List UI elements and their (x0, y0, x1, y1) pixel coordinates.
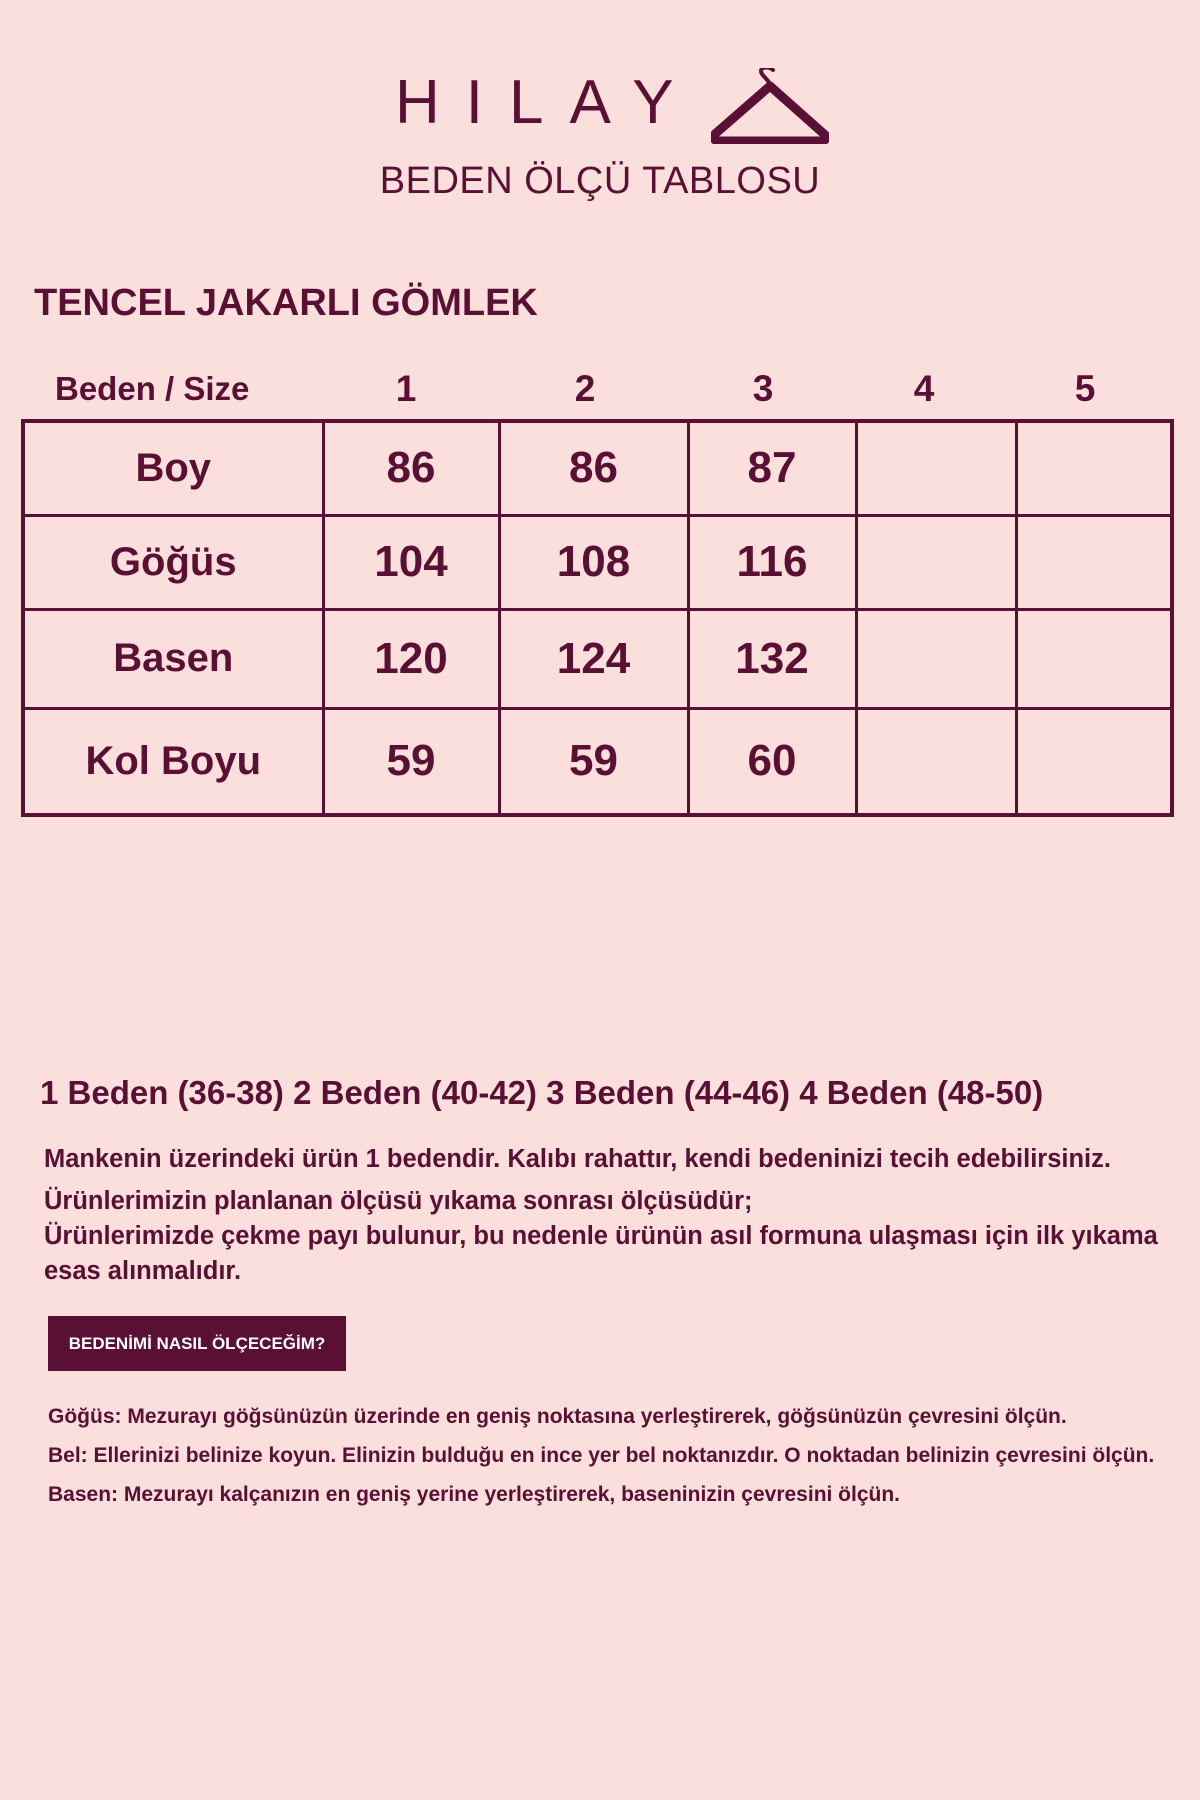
size-header-5: 5 (1074, 368, 1096, 409)
table-cell: 124 (499, 609, 688, 708)
table-cell (1016, 421, 1172, 515)
table-cell (1016, 708, 1172, 815)
how-to-measure-button[interactable]: BEDENİMİ NASIL ÖLÇECEĞİM? (48, 1316, 346, 1371)
table-cell (1016, 515, 1172, 609)
table-cell: 108 (499, 515, 688, 609)
table-cell (856, 609, 1016, 708)
note-shrinkage: Ürünlerimizde çekme payı bulunur, bu nedenle ürünün asıl formuna ulaşması için ilk yıkama esas alınmalıdır. (44, 1222, 1158, 1285)
table-cell: 86 (499, 421, 688, 515)
table-cell: 59 (323, 708, 499, 815)
table-cell: 60 (688, 708, 856, 815)
brand-name: HILAY (395, 68, 700, 137)
measurement-guide (48, 1402, 1168, 1519)
table-cell (1016, 609, 1172, 708)
row-label-boy: Boy (23, 421, 323, 515)
size-header-4: 4 (913, 368, 935, 409)
size-header-1: 1 (395, 368, 417, 409)
row-label-gogus: Göğüs (23, 515, 323, 609)
row-label-basen: Basen (23, 609, 323, 708)
table-row (23, 515, 1172, 609)
table-cell: 132 (688, 609, 856, 708)
guide-hip: Basen: Mezurayı kalçanızın en geniş yerine yerleştirerek, baseninizin çevresini ölçün. (48, 1483, 901, 1506)
table-cell (856, 515, 1016, 609)
table-cell (856, 421, 1016, 515)
brand-logo (395, 68, 825, 148)
size-table (21, 419, 1174, 817)
table-cell: 59 (499, 708, 688, 815)
note-planned-size: Ürünlerimizin planlanan ölçüsü yıkama sonrası ölçüsüdür; (44, 1187, 753, 1215)
size-header-3: 3 (752, 368, 774, 409)
guide-chest: Göğüs: Mezurayı göğsünüzün üzerinde en geniş noktasına yerleştirerek, göğsünüzün çevresini ölçün. (48, 1405, 1067, 1428)
size-ranges: 1 Beden (36-38) 2 Beden (40-42) 3 Beden (44-46) 4 Beden (48-50) (40, 1074, 1044, 1111)
table-cell: 104 (323, 515, 499, 609)
note-model-size: Mankenin üzerindeki ürün 1 bedendir. Kalıbı rahattır, kendi bedeninizi tecih edebilirsiniz. (44, 1145, 1111, 1173)
size-header-2: 2 (574, 368, 596, 409)
guide-waist: Bel: Ellerinizi belinize koyun. Elinizin bulduğu en ince yer bel noktanızdır. O noktadan belinizin çevresini ölçün. (48, 1444, 1155, 1467)
table-row (23, 708, 1172, 815)
table-row (23, 421, 1172, 515)
table-cell: 116 (688, 515, 856, 609)
row-label-kol-boyu: Kol Boyu (23, 708, 323, 815)
table-cell: 86 (323, 421, 499, 515)
table-cell (856, 708, 1016, 815)
page-subtitle: BEDEN ÖLÇÜ TABLOSU (379, 160, 821, 202)
table-cell: 87 (688, 421, 856, 515)
size-header-label: Beden / Size (55, 370, 250, 407)
product-notes (44, 1142, 1184, 1289)
table-cell: 120 (323, 609, 499, 708)
table-row (23, 609, 1172, 708)
product-title: TENCEL JAKARLI GÖMLEK (34, 282, 538, 324)
hanger-icon (711, 68, 829, 144)
